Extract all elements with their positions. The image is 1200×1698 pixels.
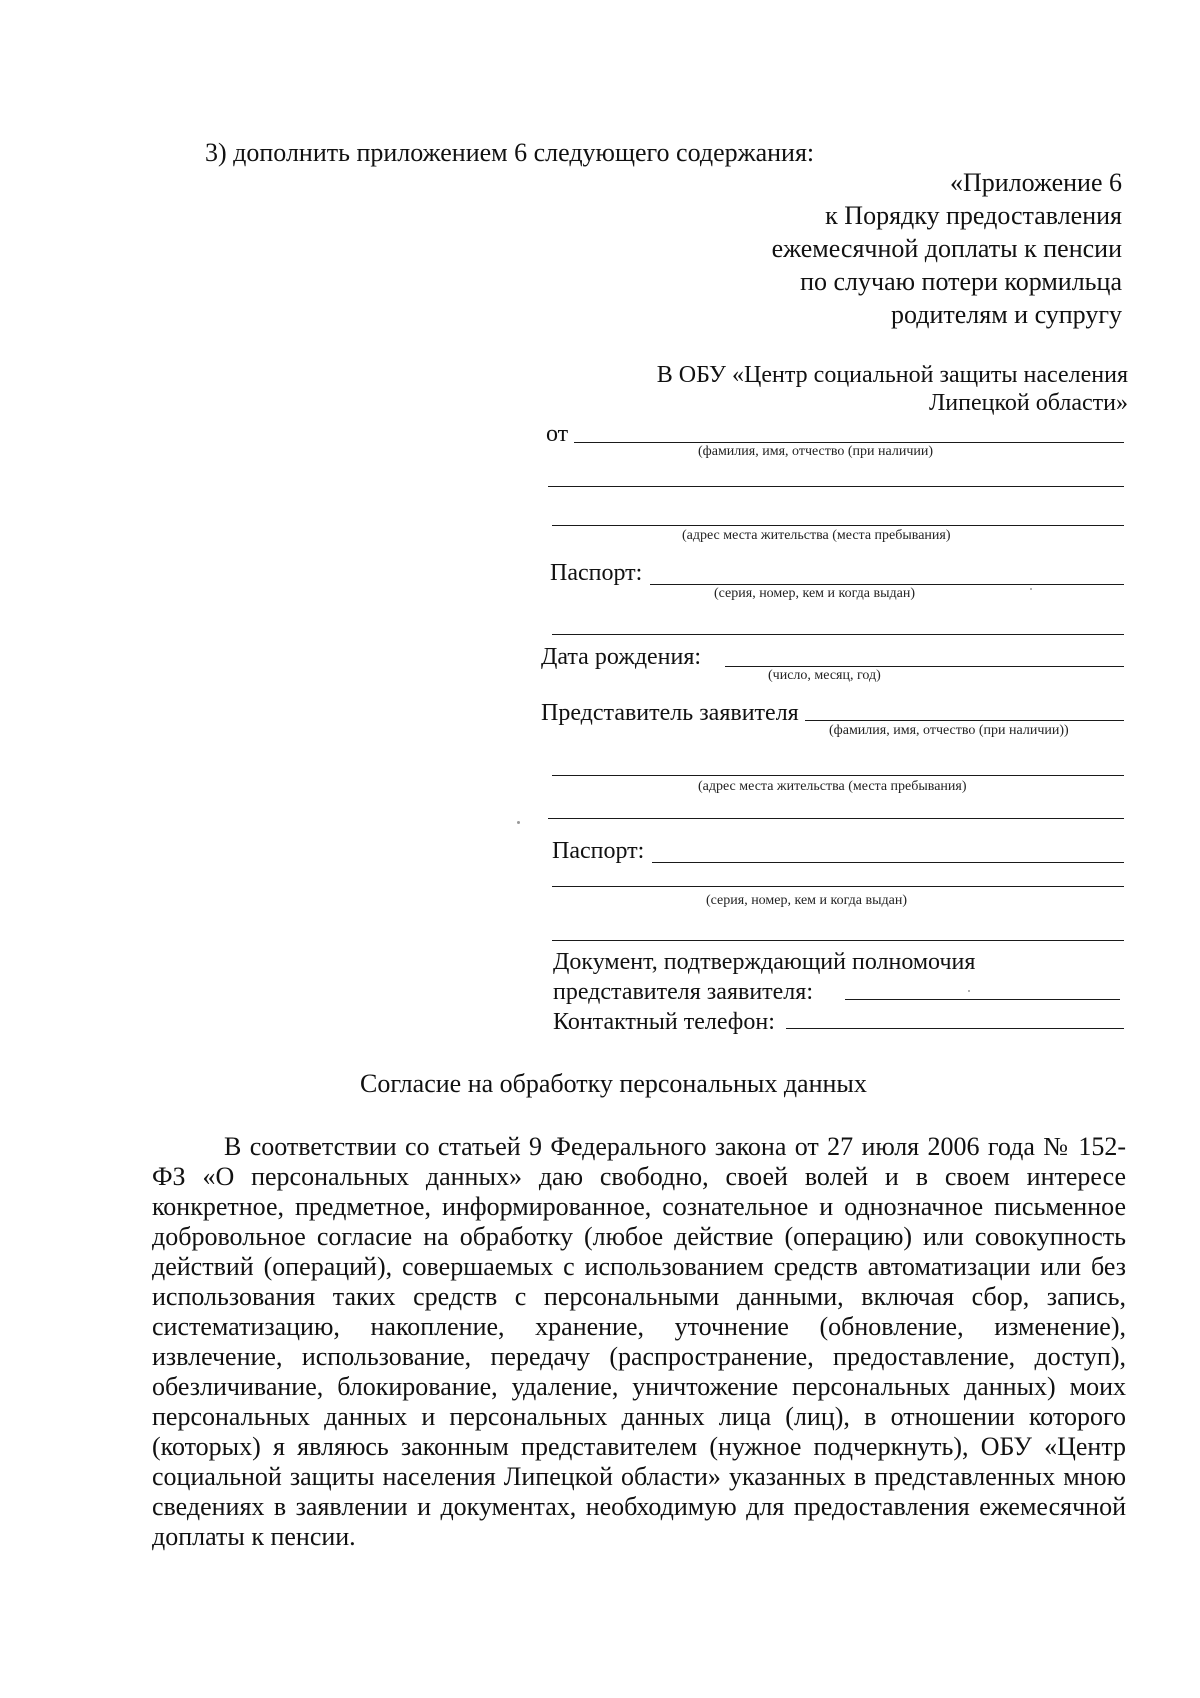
rep-address-caption: (адрес места жительства (места пребывания) <box>698 779 967 794</box>
passport-label: Паспорт: <box>550 560 643 586</box>
from-name-field[interactable] <box>574 442 1124 443</box>
appendix-line: «Приложение 6 <box>949 168 1122 197</box>
phone-field[interactable] <box>786 1028 1124 1029</box>
representative-field[interactable] <box>805 720 1124 721</box>
representative-label: Представитель заявителя <box>541 700 799 726</box>
passport-extra-line[interactable] <box>552 634 1124 635</box>
appendix-line: ежемесячной доплаты к пенсии <box>771 234 1122 263</box>
from-extra-line[interactable] <box>548 486 1124 487</box>
birth-date-caption: (число, месяц, год) <box>768 668 881 683</box>
scan-speck <box>968 990 970 992</box>
representative-caption: (фамилия, имя, отчество (при наличии)) <box>829 723 1069 738</box>
consent-body <box>152 1132 1126 1552</box>
birth-date-field[interactable] <box>725 666 1124 667</box>
rep-passport-extra-line[interactable] <box>552 940 1124 941</box>
from-caption: (фамилия, имя, отчество (при наличии) <box>698 444 934 459</box>
appendix-line: к Порядку предоставления <box>825 201 1122 230</box>
scan-speck <box>517 821 520 824</box>
rep-passport-label: Паспорт: <box>552 838 645 864</box>
addressee-line: Липецкой области» <box>929 390 1128 416</box>
rep-address-field[interactable] <box>552 775 1124 776</box>
document-label: Документ, подтверждающий полномочия <box>553 949 976 975</box>
consent-title: Согласие на обработку персональных данных <box>360 1069 867 1098</box>
phone-label: Контактный телефон: <box>553 1009 775 1035</box>
rep-passport-field[interactable] <box>652 862 1124 863</box>
document-label-2: представителя заявителя: <box>553 979 813 1005</box>
address-caption: (адрес места жительства (места пребывания) <box>682 528 951 543</box>
consent-paragraph: В соответствии со статьей 9 Федерального закона от 27 июля 2006 года № 152-ФЗ «О персональных данных» даю свободно, своей волей и в своем интересе конкретное, предметное, информированное, сознательное и однозначное письменное добровольное согласие на обработку (любое действие (операцию) или совокупность действий (операций), совершаемых с использованием средств автоматизации или без использования таких средств с персональными данными, включая сбор, запись, систематизацию, накопление, хранение, уточнение (обновление, изменение), извлечение, использование, передачу (распространение, предоставление, доступ), обезличивание, блокирование, удаление, уничтожение персональных данных) моих персональных данных и персональных данных лица (лиц), в отношении которого (которых) я являюсь законным представителем (нужное подчеркнуть), ОБУ «Центр социальной защиты населения Липецкой области» указанных в представленных мною сведениях в заявлении и документах, необходимую для предоставления ежемесячной доплаты к пенсии. <box>152 1132 1126 1551</box>
amendment-intro: 3) дополнить приложением 6 следующего содержания: <box>205 138 815 167</box>
appendix-line: по случаю потери кормильца <box>800 267 1122 296</box>
from-label: от <box>546 421 569 447</box>
addressee-line: В ОБУ «Центр социальной защиты населения <box>656 362 1128 388</box>
appendix-line: родителям и супругу <box>890 300 1122 329</box>
passport-caption: (серия, номер, кем и когда выдан) <box>714 586 915 601</box>
birth-date-label: Дата рождения: <box>541 644 702 670</box>
scan-speck <box>1030 588 1032 590</box>
passport-field[interactable] <box>650 584 1124 585</box>
rep-passport-caption: (серия, номер, кем и когда выдан) <box>706 893 907 908</box>
document-field[interactable] <box>845 999 1120 1000</box>
rep-extra-line[interactable] <box>548 818 1124 819</box>
address-field[interactable] <box>552 525 1124 526</box>
rep-passport-line-2[interactable] <box>552 886 1124 887</box>
